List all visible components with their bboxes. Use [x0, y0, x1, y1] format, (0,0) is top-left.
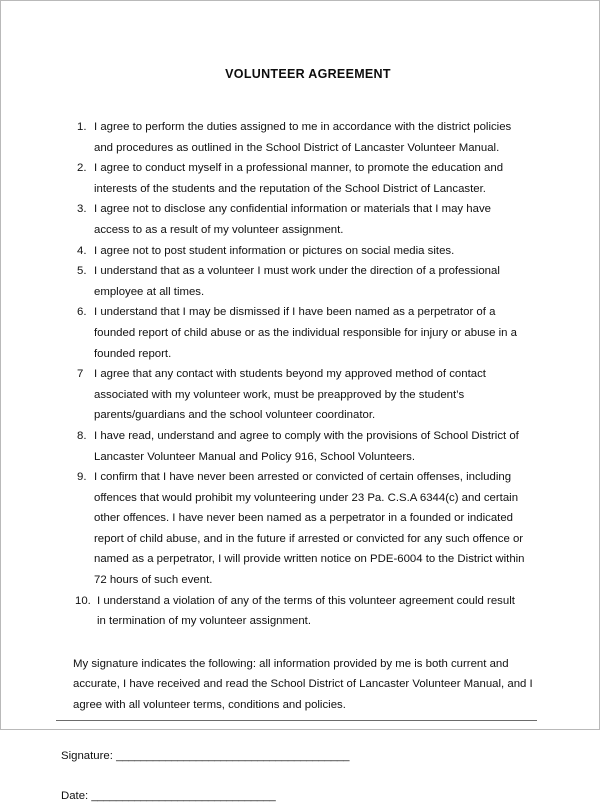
clause-text: I agree not to post student information or pictures on social media sites. — [94, 244, 455, 257]
clause-item — [77, 241, 525, 262]
clause-text: I have read, understand and agree to comply with the provisions of School District of Lancaster Volunteer Manual and Policy 916, School Volunteers. — [94, 429, 519, 463]
date-input-line[interactable]: ______________________________ — [91, 789, 276, 802]
clause-marker: 3. — [77, 203, 87, 216]
footer-divider — [56, 720, 537, 721]
clause-marker: 8. — [77, 429, 87, 442]
clause-item — [77, 158, 525, 199]
clause-marker: 9. — [77, 471, 87, 484]
clause-item — [77, 199, 525, 240]
clause-marker: 7 — [77, 368, 84, 381]
clause-item — [75, 591, 525, 632]
page-title: VOLUNTEER AGREEMENT — [225, 67, 391, 81]
clause-list — [1, 117, 599, 632]
clause-text: I agree to perform the duties assigned to me in accordance with the district policies and procedures as outlined in the School District of Lancaster Volunteer Manual. — [94, 121, 512, 154]
signature-input-line[interactable]: ______________________________________ — [116, 749, 350, 762]
signature-row — [61, 746, 599, 766]
signature-block — [61, 746, 599, 806]
clause-item — [77, 467, 525, 591]
clause-text: I confirm that I have never been arrested or convicted of certain offenses, including offences that would prohibit my volunteering under 23 Pa. C.S.A 6344(c) and certain other offences. I have never been named as a perpetrator in a founded or indicated report of child abuse, and in the future if arrested or convicted for any such offence or named as a perpetrator, I will provide written notice on PDE-6004 to the District within 72 hours of such event. — [94, 471, 525, 587]
clause-marker: 2. — [77, 162, 87, 175]
date-row — [61, 786, 599, 806]
clause-text: I agree that any contact with students beyond my approved method of contact associated with my volunteer work, must be preapproved by the student’s parents/guardians and the school volunteer coordinator. — [94, 368, 486, 422]
clause-marker: 4. — [77, 244, 87, 257]
clause-item — [77, 117, 525, 158]
clause-item — [77, 302, 525, 364]
clause-text: I understand that I may be dismissed if I have been named as a perpetrator of a founded report of child abuse or as the individual responsible for injury or abuse in a founded report. — [94, 306, 517, 360]
date-label: Date: — [61, 789, 89, 802]
clause-marker: 6. — [77, 306, 87, 319]
clause-text: I understand a violation of any of the terms of this volunteer agreement could result in termination of my volunteer assignment. — [97, 594, 515, 628]
clause-item — [77, 426, 525, 467]
clause-text: I understand that as a volunteer I must work under the direction of a professional employee at all times. — [94, 265, 500, 298]
clause-marker: 10. — [75, 594, 91, 607]
clause-item — [77, 364, 525, 426]
clause-item — [77, 261, 525, 302]
clause-text: I agree to conduct myself in a professional manner, to promote the education and interests of the students and the reputation of the School District of Lancaster. — [94, 162, 504, 195]
clause-marker: 5. — [77, 265, 87, 278]
closing-paragraph: My signature indicates the following: all information provided by me is both current and accurate, I have received and read the School District of Lancaster Volunteer Manual, and I agree with all volunteer terms, conditions and policies. — [73, 657, 533, 712]
clause-text: I agree not to disclose any confidential information or materials that I may have access to as a result of my volunteer assignment. — [94, 203, 491, 236]
clause-marker: 1. — [77, 121, 87, 133]
signature-label: Signature: — [61, 749, 113, 762]
